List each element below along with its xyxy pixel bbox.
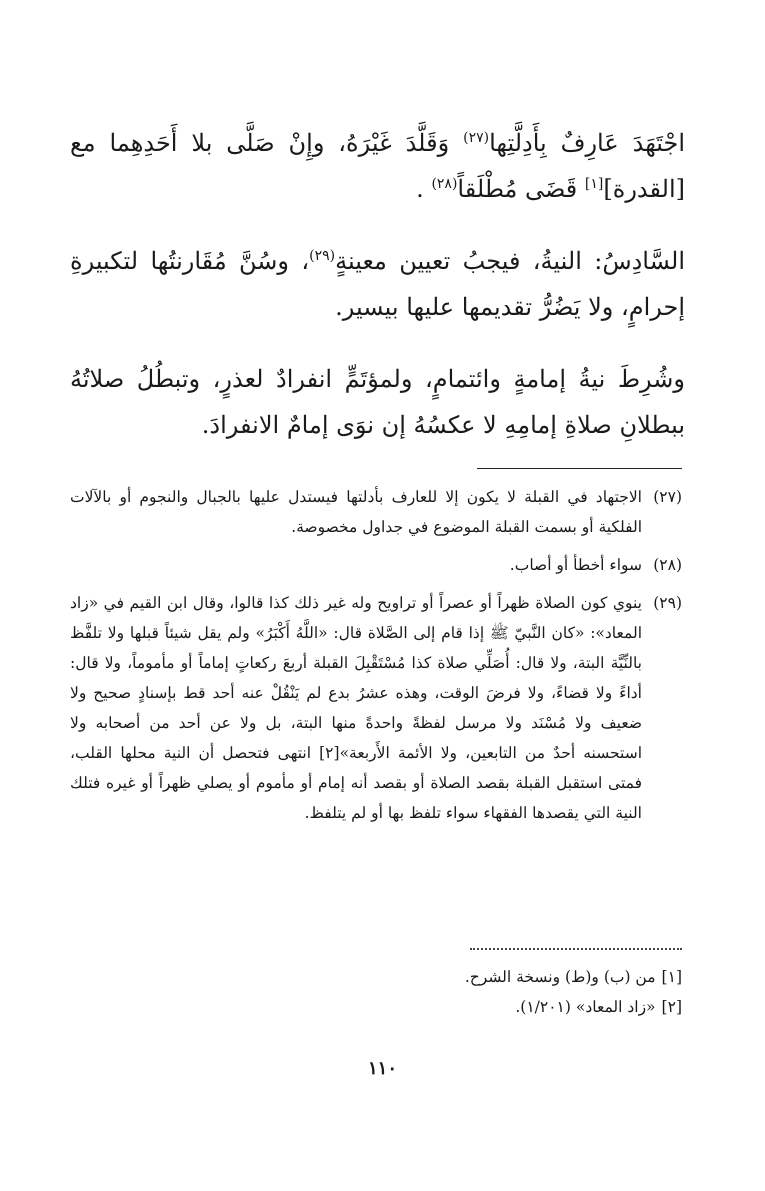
paragraph-qibla [70, 120, 685, 212]
footnote-ref-27[interactable]: (٢٧) [463, 130, 490, 146]
paragraph-niyyah [70, 238, 685, 330]
text-run: ينوي كون الصلاة ظهراً أو عصراً أو تراويح وله غير ذلك كذا قالوا، وقال ابن القيم في «زاد المعاد»: «كان النَّبيّ ﷺ إذا قام إلى الصَّلاة قال: «اللَّهُ أَكْبَرُ» ولم يقل شيئاً قبلها ولا تلفَّظ بالنِّيَّة البتة، ولا قال: أُصَلِّي صلاة كذا مُسْتَقْبِلَ القبلة أربعَ ركعاتٍ إماماً أو مأموماً، ولا قال: أداءً ولا قضاءً، ولا فرضَ الوقت، وهذه عشرُ بدع لم يَنْقُلْ عنه أحد قط بإسنادٍ صحيح ولا ضعيف ولا مُسْنَد ولا مرسل لفظةً واحدةً منها البتة، بل ولا عن أحد من أصحابه ولا استحسنه أحدٌ من التابعين، ولا الأئمة الأَربعة» [70, 594, 643, 762]
textual-note-text: «زاد المعاد» (١/٢٠١). [515, 998, 656, 1016]
text-run: ، وسُنَّ مُقَارنتُها لتكبيرةِ إحرامٍ، ولا يَضُرُّ تقديمها عليها بيسير. [70, 247, 685, 321]
footnotes [70, 482, 682, 836]
footnote-28 [70, 550, 682, 580]
text-run: . [416, 175, 432, 203]
text-run: السَّادِسُ: النيةُ، فيجبُ تعيين معينةٍ [335, 247, 686, 275]
textual-note-number: [١] [661, 968, 682, 986]
textual-notes [300, 962, 682, 1022]
footnote-text [70, 588, 642, 828]
footnote-separator [477, 468, 682, 469]
footnote-text: سواء أخطأ أو أصاب. [509, 556, 642, 574]
footnote-29 [70, 588, 682, 828]
footnote-number: (٢٩) [653, 594, 682, 612]
text-run: قَضَى مُطْلَقاً [457, 175, 585, 203]
footnote-ref-28[interactable]: (٢٨) [431, 176, 458, 192]
textual-note-text: من (ب) و(ط) ونسخة الشرح. [464, 968, 656, 986]
footnote-text: الاجتهاد في القبلة لا يكون إلا للعارف بأدلتها فيستدل عليها بالجبال والنجوم أو بالآلات الفلكية أو بسمت القبلة الموضوع في جداول مخصوصة. [70, 488, 642, 536]
main-text [70, 120, 685, 474]
textual-notes-separator [470, 948, 682, 950]
textual-note-ref-1[interactable]: [١] [584, 176, 604, 192]
footnote-number: (٢٧) [653, 488, 682, 506]
text-run: انتهى فتحصل أن النية محلها القلب، فمتى استقبل القبلة بقصد الصلاة أو بقصد أنه إمام أو مأموم أو يصلي ظهراً أو غيره فتلك النية التي يقصدها الفقهاء سواء تلفظ بها أو لم يتلفظ. [70, 744, 642, 822]
footnote-ref-29[interactable]: (٢٩) [309, 248, 336, 264]
footnote-number: (٢٨) [653, 556, 682, 574]
footnote-27 [70, 482, 682, 542]
page-number: ١١٠ [367, 1058, 397, 1079]
textual-note-1 [300, 962, 682, 992]
textual-note-ref-2[interactable]: [٢] [319, 744, 340, 762]
text-run: وَقَلَّدَ غَيْرَهُ، وإِنْ صَلَّى بلا أَحَدِهِما مع [القدرة] [70, 129, 685, 203]
paragraph-imamah: وشُرِطَ نيةُ إمامةٍ وائتمامٍ، ولمؤتَمٍّ انفرادٌ لعذرٍ، وتبطُلُ صلاتُهُ ببطلانِ صلاةِ إمامِهِ لا عكسُهُ إن نوَى إمامٌ الانفرادَ. [70, 365, 685, 439]
text-run: اجْتَهَدَ عَارِفٌ بِأَدِلَّتِها [489, 129, 686, 157]
textual-note-number: [٢] [661, 998, 682, 1016]
textual-note-2 [300, 992, 682, 1022]
